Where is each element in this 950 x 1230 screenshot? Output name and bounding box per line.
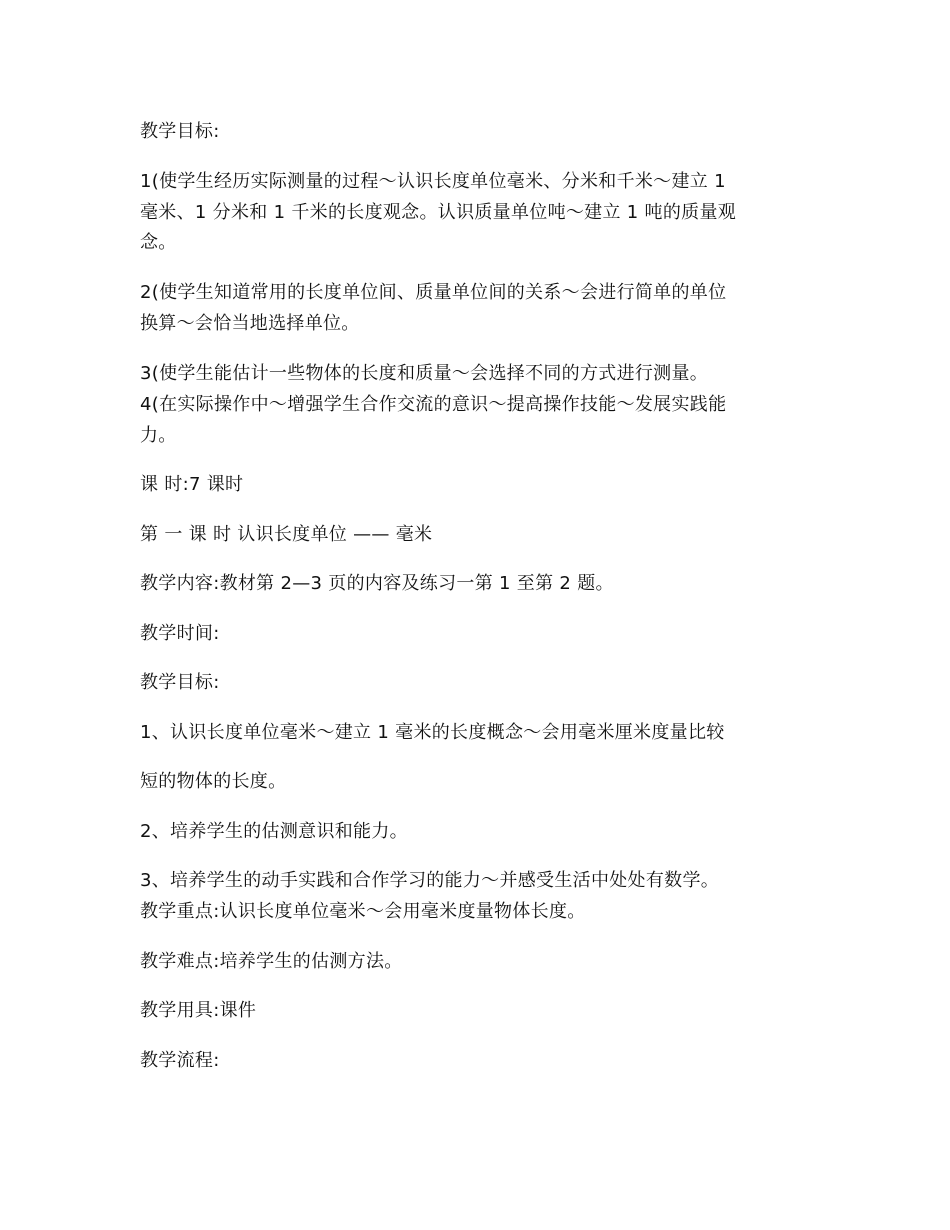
text-line: 教学目标: xyxy=(140,672,220,693)
text-line: 教学内容:教材第 2—3 页的内容及练习一第 1 至第 2 题。 xyxy=(140,573,614,594)
text-line: 换算～会恰当地选择单位。 xyxy=(140,313,360,334)
text-line: 教学难点:培养学生的估测方法。 xyxy=(140,951,403,972)
text-line: 3(使学生能估计一些物体的长度和质量～会选择不同的方式进行测量。 xyxy=(140,363,709,384)
text-line: 3、培养学生的动手实践和合作学习的能力～并感受生活中处处有数学。 xyxy=(140,870,720,891)
text-line: 教学用具:课件 xyxy=(140,1000,257,1021)
text-line: 教学流程: xyxy=(140,1050,220,1071)
text-line: 念。 xyxy=(140,232,177,253)
section-heading: 第 一 课 时 认识长度单位 —— 毫米 xyxy=(140,524,433,545)
text-line: 短的物体的长度。 xyxy=(140,771,287,792)
text-line: 1、认识长度单位毫米～建立 1 毫米的长度概念～会用毫米厘米度量比较 xyxy=(140,722,725,743)
text-line: 教学重点:认识长度单位毫米～会用毫米度量物体长度。 xyxy=(140,901,586,922)
text-line: 2、培养学生的估测意识和能力。 xyxy=(140,821,408,842)
text-line: 教学时间: xyxy=(140,623,220,644)
text-line: 教学目标: xyxy=(140,121,220,142)
text-line: 力。 xyxy=(140,425,177,446)
text-line: 毫米、1 分米和 1 千米的长度观念。认识质量单位吨～建立 1 吨的质量观 xyxy=(140,202,737,223)
text-line: 1(使学生经历实际测量的过程～认识长度单位毫米、分米和千米～建立 1 xyxy=(140,171,726,192)
text-line: 4(在实际操作中～增强学生合作交流的意识～提高操作技能～发展实践能 xyxy=(140,394,727,415)
text-line: 2(使学生知道常用的长度单位间、质量单位间的关系～会进行简单的单位 xyxy=(140,282,727,303)
text-line: 课 时:7 课时 xyxy=(140,474,244,495)
